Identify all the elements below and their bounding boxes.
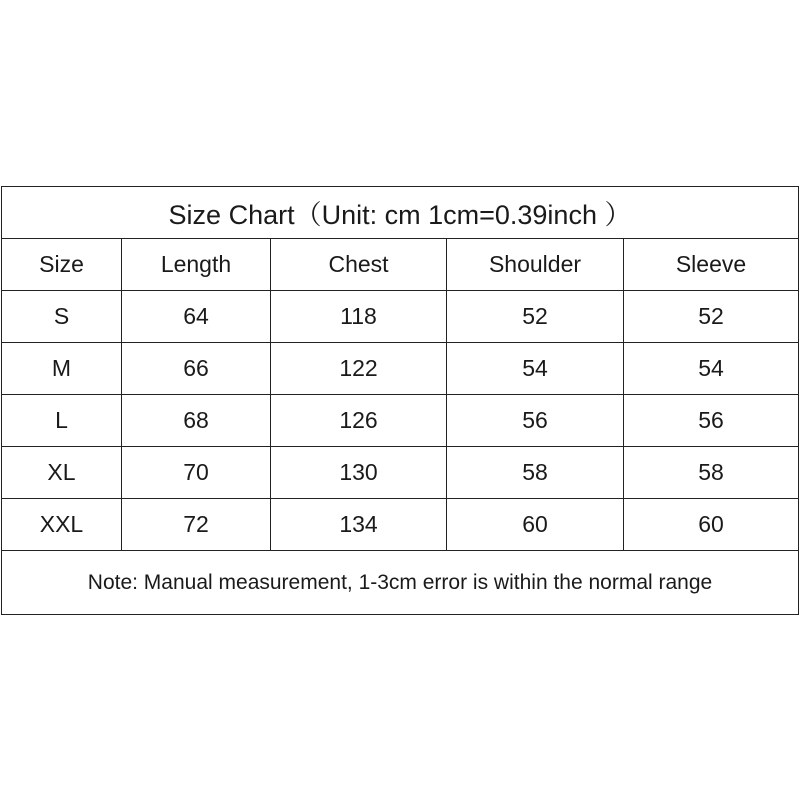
- size-cell: M: [2, 343, 122, 395]
- shoulder-cell: 54: [447, 343, 624, 395]
- chest-cell: 134: [271, 499, 447, 551]
- shoulder-cell: 56: [447, 395, 624, 447]
- length-cell: 72: [122, 499, 271, 551]
- sleeve-cell: 56: [624, 395, 799, 447]
- shoulder-cell: 60: [447, 499, 624, 551]
- sleeve-cell: 58: [624, 447, 799, 499]
- size-cell: XXL: [2, 499, 122, 551]
- table-row: [2, 343, 799, 395]
- chest-cell: 126: [271, 395, 447, 447]
- header-size: Size: [2, 239, 122, 291]
- size-cell: S: [2, 291, 122, 343]
- size-cell: L: [2, 395, 122, 447]
- chest-cell: 130: [271, 447, 447, 499]
- table-row: [2, 291, 799, 343]
- header-chest: Chest: [271, 239, 447, 291]
- sleeve-cell: 54: [624, 343, 799, 395]
- chest-cell: 122: [271, 343, 447, 395]
- shoulder-cell: 58: [447, 447, 624, 499]
- table-row: [2, 395, 799, 447]
- title-row: [2, 187, 799, 239]
- size-cell: XL: [2, 447, 122, 499]
- measurement-note: Note: Manual measurement, 1-3cm error is within the normal range: [2, 551, 799, 615]
- sleeve-cell: 52: [624, 291, 799, 343]
- header-shoulder: Shoulder: [447, 239, 624, 291]
- length-cell: 68: [122, 395, 271, 447]
- table-row: [2, 499, 799, 551]
- header-length: Length: [122, 239, 271, 291]
- note-row: [2, 551, 799, 615]
- chart-title: Size Chart（Unit: cm 1cm=0.39inch ）: [2, 187, 799, 239]
- chest-cell: 118: [271, 291, 447, 343]
- length-cell: 64: [122, 291, 271, 343]
- header-row: [2, 239, 799, 291]
- length-cell: 70: [122, 447, 271, 499]
- header-sleeve: Sleeve: [624, 239, 799, 291]
- table-row: [2, 447, 799, 499]
- shoulder-cell: 52: [447, 291, 624, 343]
- sleeve-cell: 60: [624, 499, 799, 551]
- length-cell: 66: [122, 343, 271, 395]
- size-chart-table: [1, 186, 799, 615]
